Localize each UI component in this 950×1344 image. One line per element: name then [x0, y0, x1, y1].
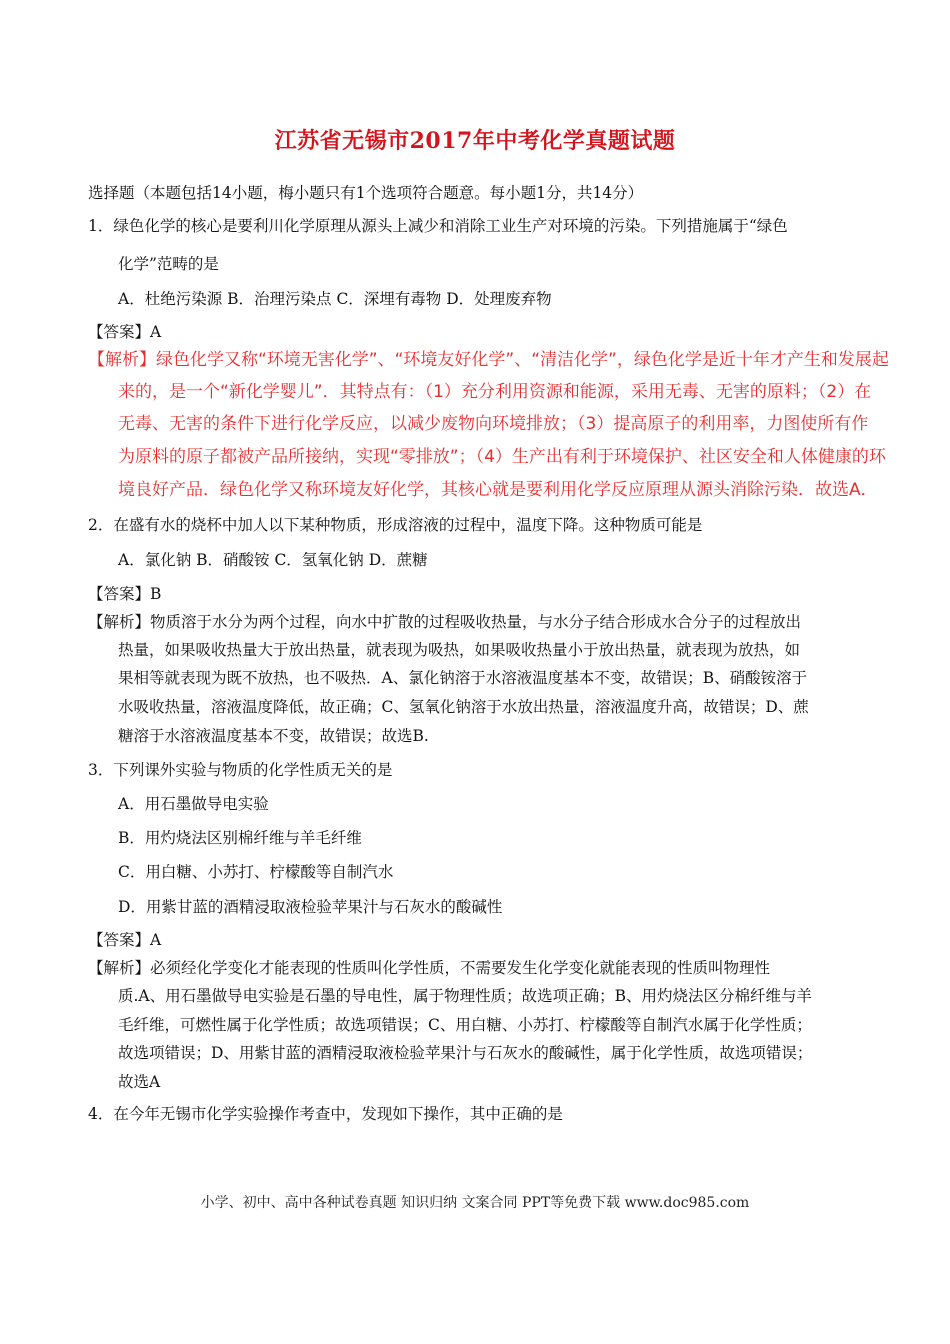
q1-analysis-line2: 来的，是一个“新化学婴儿”．其特点有：（1）充分利用资源和能源，采用无毒、无害的原料；（2）在 — [118, 382, 872, 402]
q4-stem: 4．在今年无锡市化学实验操作考查中，发现如下操作，其中正确的是 — [88, 1105, 563, 1123]
q2-analysis-line2: 热量，如果吸收热量大于放出热量，就表现为吸热，如果吸收热量小于放出热量，就表现为放热，如 — [118, 641, 801, 659]
q1-stem-line1: 1．绿色化学的核心是要利川化学原理从源头上减少和消除工业生产对环境的污染。下列措施属于“绿色 — [88, 217, 788, 235]
q2-analysis-line5: 糖溶于水溶液温度基本不变，故错误；故选B. — [118, 727, 429, 745]
q2-stem: 2．在盛有水的烧杯中加人以下某种物质，形成溶液的过程中，温度下降。这种物质可能是 — [88, 516, 703, 534]
q3-analysis-line5: 故选A — [118, 1073, 161, 1091]
q3-analysis-line2: 质.A、用石墨做导电实验是石墨的导电性，属于物理性质；故选项正确；B、用灼烧法区分棉纤维与羊 — [118, 987, 813, 1005]
q1-analysis-line5: 境良好产品．绿色化学又称环境友好化学，其核心就是要利用化学反应原理从源头消除污染．故选A． — [118, 480, 878, 500]
q3-option-d: D．用紫甘蓝的酒精浸取液检验苹果汁与石灰水的酸碱性 — [118, 898, 503, 916]
q1-options: A．杜绝污染源 B．治理污染点 C．深埋有毒物 D．处理废弃物 — [118, 290, 552, 308]
q2-analysis-line1: 【解析】物质溶于水分为两个过程，向水中扩散的过程吸收热量，与水分子结合形成水合分子的过程放出 — [88, 613, 802, 631]
page-title: 江苏省无锡市2017年中考化学真题试题 — [274, 128, 676, 154]
q3-option-c: C．用白糖、小苏打、柠檬酸等自制汽水 — [118, 863, 394, 881]
q3-answer: 【答案】A — [88, 931, 162, 949]
section-header: 选择题（本题包括14小题，梅小题只有1个选项符合题意。每小题1分，共14分） — [88, 184, 644, 202]
q1-analysis-line4: 为原料的原子都被产品所接纳，实现“零排放”；（4）生产出有利于环境保护、社区安全和人体健康的环 — [118, 447, 886, 467]
q2-analysis-line4: 水吸收热量，溶液温度降低，故正确；C、氢氧化钠溶于水放出热量，溶液温度升高，故错误；D、蔗 — [118, 698, 809, 716]
q3-analysis-line4: 故选项错误；D、用紫甘蓝的酒精浸取液检验苹果汁与石灰水的酸碱性，属于化学性质，故选项错误； — [118, 1044, 813, 1062]
q2-answer: 【答案】B — [88, 585, 162, 603]
q2-analysis-line3: 果相等就表现为既不放热，也不吸热．A、氯化钠溶于水溶液温度基本不变，故错误；B、硝酸铵溶于 — [118, 669, 808, 687]
q3-option-b: B．用灼烧法区别棉纤维与羊毛纤维 — [118, 829, 362, 847]
q3-analysis-line3: 毛纤维，可燃性属于化学性质；故选项错误；C、用白糖、小苏打、柠檬酸等自制汽水属于化学性质； — [118, 1016, 812, 1034]
q3-stem: 3．下列课外实验与物质的化学性质无关的是 — [88, 761, 393, 779]
q2-options: A．氯化钠 B．硝酸铵 C．氢氧化钠 D．蔗糖 — [118, 551, 428, 569]
q1-analysis-line3: 无毒、无害的条件下进行化学反应，以减少废物向环境排放；（3）提高原子的利用率，力图使所有作 — [118, 414, 869, 434]
q1-answer: 【答案】A — [88, 323, 162, 341]
q1-analysis-line1: 【解析】绿色化学又称“环境无害化学”、“环境友好化学”、“清洁化学”，绿色化学是近十年才产生和发展起 — [88, 350, 889, 370]
q3-option-a: A．用石墨做导电实验 — [118, 795, 269, 813]
page-footer: 小学、初中、高中各种试卷真题 知识归纳 文案合同 PPT等免费下载 www.doc985.com — [200, 1195, 750, 1211]
q3-analysis-line1: 【解析】必须经化学变化才能表现的性质叫化学性质，不需要发生化学变化就能表现的性质叫物理性 — [88, 959, 771, 977]
q1-stem-line2: 化学”范畴的是 — [118, 255, 219, 273]
